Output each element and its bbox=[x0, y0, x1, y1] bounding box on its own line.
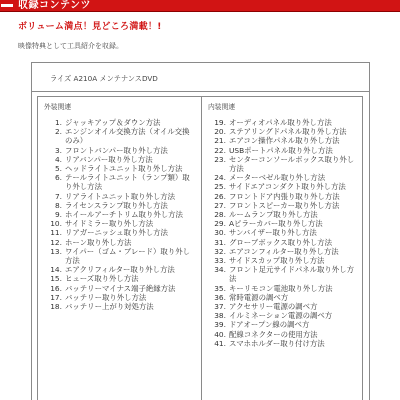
item-text: サイドエアコンダクト取り外し方法 bbox=[229, 182, 346, 192]
item-number: 3. bbox=[54, 145, 62, 155]
item-text: ライセンスランプ取り外し方法 bbox=[65, 200, 168, 210]
item-number: 18. bbox=[50, 302, 62, 312]
list-item bbox=[44, 210, 196, 219]
item-number: 37. bbox=[214, 302, 226, 312]
item-number: 1. bbox=[54, 118, 62, 127]
list-item bbox=[44, 155, 196, 164]
exterior-heading: 外装関連 bbox=[44, 103, 72, 111]
item-text: リアライトユニット取り外し方法 bbox=[65, 191, 176, 201]
item-number: 27. bbox=[214, 200, 226, 210]
item-text: USBポートパネル取り外し方法 bbox=[229, 145, 333, 155]
list-item bbox=[44, 219, 196, 228]
item-text: フロントスピーカー取り外し方法 bbox=[229, 200, 340, 210]
list-item bbox=[44, 265, 196, 274]
list-item bbox=[44, 201, 196, 210]
list-item bbox=[208, 320, 360, 329]
item-text: ルームランプ取り外し方法 bbox=[229, 210, 318, 220]
item-number: 38. bbox=[214, 311, 226, 321]
dvd-title: ライズ A210A メンテナンスDVD bbox=[50, 74, 158, 83]
list-item bbox=[208, 219, 360, 228]
interior-column bbox=[202, 97, 364, 348]
list-item bbox=[44, 173, 196, 191]
item-text: ステアリングドパネル取り外し方法 bbox=[229, 127, 347, 137]
title-divider bbox=[32, 91, 369, 92]
list-item bbox=[44, 302, 196, 311]
item-number: 9. bbox=[54, 210, 62, 220]
item-text: 常時電源の調べ方 bbox=[229, 292, 289, 302]
item-number: 33. bbox=[214, 256, 226, 266]
list-item bbox=[44, 238, 196, 247]
list-item bbox=[208, 293, 360, 302]
item-number: 30. bbox=[214, 228, 226, 238]
item-text: ワイパー（ゴム・ブレード）取り外し方法 bbox=[65, 246, 190, 266]
list-item bbox=[208, 146, 360, 155]
list-item bbox=[208, 265, 360, 283]
item-number: 22. bbox=[214, 145, 226, 155]
subtitle: ボリューム満点！見どころ満載！! bbox=[18, 22, 162, 32]
item-text: フロント足元サイドパネル取り外し方法 bbox=[229, 265, 354, 284]
list-item bbox=[44, 192, 196, 201]
exterior-list bbox=[44, 118, 196, 311]
item-text: リアガーニッシュ取り外し方法 bbox=[65, 228, 168, 238]
list-item bbox=[208, 173, 360, 182]
list-item bbox=[208, 302, 360, 311]
item-number: 12. bbox=[50, 237, 62, 247]
item-text: エアコン操作パネル取り外し方法 bbox=[229, 136, 340, 146]
list-item bbox=[44, 247, 196, 265]
item-number: 11. bbox=[50, 228, 62, 238]
exterior-column bbox=[38, 97, 200, 311]
item-text: ヒューズ取り外し方法 bbox=[65, 274, 139, 284]
item-number: 25. bbox=[214, 182, 226, 192]
contents-table bbox=[37, 96, 363, 400]
item-number: 13. bbox=[50, 246, 62, 256]
item-text: キーリモコン電池取り外し方法 bbox=[229, 283, 333, 293]
item-text: エンジンオイル交換方法（オイル交換のみ） bbox=[65, 127, 190, 146]
list-item bbox=[44, 274, 196, 283]
item-number: 2. bbox=[54, 127, 62, 137]
section-title: 収録コンテンツ bbox=[18, 0, 91, 11]
item-text: フロントドア内張り取り外し方法 bbox=[229, 191, 340, 201]
list-item bbox=[208, 192, 360, 201]
list-item bbox=[44, 293, 196, 302]
item-number: 35. bbox=[214, 283, 226, 293]
item-number: 17. bbox=[50, 292, 62, 302]
contents-box bbox=[31, 62, 370, 400]
list-item bbox=[208, 127, 360, 136]
item-number: 7. bbox=[54, 191, 62, 201]
item-text: スマホホルダー取り付け方法 bbox=[229, 338, 325, 348]
list-item bbox=[208, 284, 360, 293]
item-text: 配線コネクターの使用方法 bbox=[229, 329, 318, 339]
item-text: サイドミラー取り外し方法 bbox=[65, 219, 154, 229]
item-number: 4. bbox=[54, 154, 62, 164]
item-number: 10. bbox=[50, 219, 62, 229]
item-number: 32. bbox=[214, 246, 226, 256]
list-item bbox=[208, 155, 360, 173]
item-number: 8. bbox=[54, 200, 62, 210]
item-number: 40. bbox=[214, 329, 226, 339]
list-item bbox=[208, 182, 360, 191]
item-text: エアコンフィルター取り外し方法 bbox=[229, 246, 339, 256]
item-number: 14. bbox=[50, 265, 62, 275]
item-text: エアクリフィルター取り外し方法 bbox=[65, 265, 175, 275]
item-number: 6. bbox=[54, 173, 62, 183]
item-number: 39. bbox=[214, 320, 226, 330]
list-item bbox=[44, 284, 196, 293]
item-text: テールライトユニット（ランプ類）取り外し方法 bbox=[65, 173, 190, 192]
list-item bbox=[44, 164, 196, 173]
item-text: Aピラーカバー取り外し方法 bbox=[229, 219, 323, 229]
list-item bbox=[208, 228, 360, 237]
item-number: 20. bbox=[214, 127, 226, 137]
interior-heading: 内装関連 bbox=[208, 103, 236, 111]
item-text: アクセサリー電源の調べ方 bbox=[229, 302, 318, 312]
list-item bbox=[44, 127, 196, 145]
item-text: オーディオパネル取り外し方法 bbox=[229, 118, 332, 127]
list-item bbox=[208, 339, 360, 348]
list-item bbox=[44, 228, 196, 237]
list-item bbox=[208, 210, 360, 219]
item-text: サイドスカップ取り外し方法 bbox=[229, 256, 325, 266]
list-item bbox=[208, 247, 360, 256]
list-item bbox=[208, 311, 360, 320]
item-text: ホーン取り外し方法 bbox=[65, 237, 132, 247]
item-number: 29. bbox=[214, 219, 226, 229]
item-number: 31. bbox=[214, 237, 226, 247]
item-text: フロントバンパー取り外し方法 bbox=[65, 145, 168, 155]
list-item bbox=[208, 238, 360, 247]
item-text: ヘッドライトユニット取り外し方法 bbox=[65, 164, 183, 174]
list-item bbox=[208, 136, 360, 145]
item-number: 21. bbox=[214, 136, 226, 146]
section-header-bar bbox=[0, 0, 400, 12]
item-text: バッテリーマイナス端子絶縁方法 bbox=[65, 283, 176, 293]
header-dash-mark bbox=[1, 4, 13, 7]
interior-list bbox=[208, 118, 360, 348]
list-item bbox=[44, 118, 196, 127]
list-item bbox=[208, 330, 360, 339]
list-item bbox=[208, 201, 360, 210]
item-text: ジャッキアップ＆ダウン方法 bbox=[65, 118, 161, 127]
item-text: ホイールアーチトリム取り外し方法 bbox=[65, 210, 183, 220]
list-item bbox=[208, 256, 360, 265]
item-text: リアバンパー取り外し方法 bbox=[65, 154, 153, 164]
item-text: バッテリー上がり対処方法 bbox=[65, 302, 154, 312]
item-text: センターコンソールボックス取り外し方法 bbox=[229, 154, 355, 174]
item-text: バッテリー取り外し方法 bbox=[65, 292, 147, 302]
item-number: 36. bbox=[214, 292, 226, 302]
intro-text: 映像特典として工具紹介を収録。 bbox=[18, 42, 123, 50]
item-number: 5. bbox=[54, 164, 62, 174]
item-number: 24. bbox=[214, 173, 226, 183]
list-item bbox=[208, 118, 360, 127]
item-number: 15. bbox=[50, 274, 62, 284]
item-number: 19. bbox=[214, 118, 226, 127]
item-text: グローブボックス取り外し方法 bbox=[229, 237, 333, 247]
item-text: メーターベゼル取り外し方法 bbox=[229, 173, 326, 183]
item-text: イルミネーション電源の調べ方 bbox=[229, 311, 333, 321]
item-number: 28. bbox=[214, 210, 226, 220]
item-number: 23. bbox=[214, 154, 226, 164]
item-number: 16. bbox=[50, 283, 62, 293]
list-item bbox=[44, 146, 196, 155]
item-number: 41. bbox=[214, 338, 226, 348]
item-number: 26. bbox=[214, 191, 226, 201]
item-text: サンバイザー取り外し方法 bbox=[229, 228, 317, 238]
item-text: ドアオープン線の調べ方 bbox=[229, 320, 310, 330]
item-number: 34. bbox=[214, 265, 226, 275]
